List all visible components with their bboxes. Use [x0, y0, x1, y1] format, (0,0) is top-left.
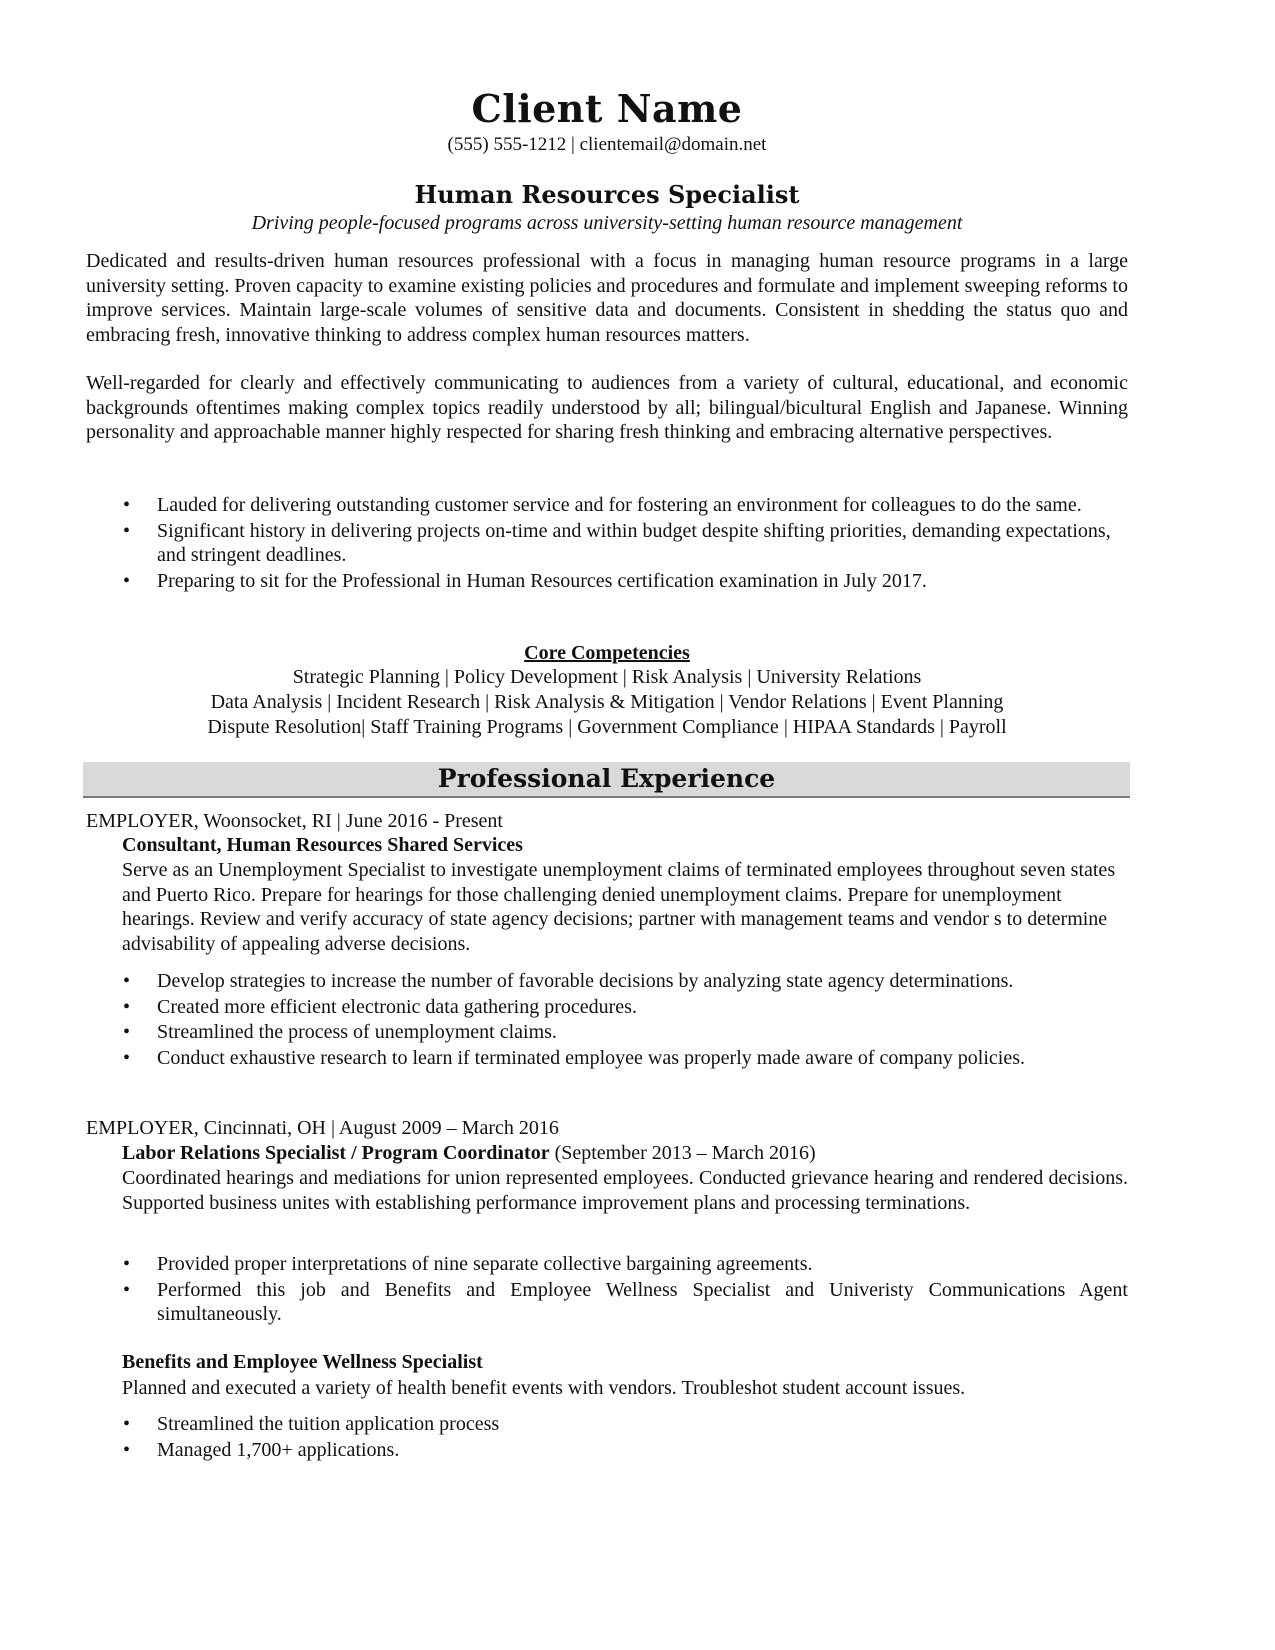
- tagline: Driving people-focused programs across university-setting human resource management: [251, 212, 963, 234]
- bullet-text: Significant history in delivering projects on-time and within budget despite shifting priorities, demanding expectations, and stringent deadlines.: [157, 519, 1111, 566]
- bullet-text: Performed this job and Benefits and Employee Wellness Specialist and Univeristy Communications Agent simultaneously.: [157, 1278, 1128, 1325]
- role-bullets: [86, 1252, 1128, 1328]
- list-item: [86, 1252, 1128, 1277]
- bullet-icon: •: [123, 1413, 131, 1435]
- list-item: [86, 519, 1128, 568]
- role-bullets: [86, 1412, 1128, 1463]
- role-bullets: [86, 969, 1128, 1071]
- list-item: [86, 1438, 1128, 1463]
- bullet-icon: •: [123, 1438, 131, 1461]
- competency-line: Dispute Resolution| Staff Training Programs | Government Compliance | HIPAA Standards | Payroll: [207, 716, 1007, 738]
- bullet-text: Managed 1,700+ applications.: [157, 1438, 400, 1461]
- competency-line: Strategic Planning | Policy Development | Risk Analysis | University Relations: [292, 666, 922, 688]
- bullet-icon: •: [123, 569, 131, 592]
- list-item: [86, 969, 1128, 994]
- professional-experience-header: [83, 762, 1130, 798]
- bullet-text: Provided proper interpretations of nine separate collective bargaining agreements.: [157, 1253, 813, 1275]
- bullet-text: Streamlined the tuition application process: [157, 1413, 500, 1435]
- bullet-text: Preparing to sit for the Professional in Human Resources certification examination in July 2017.: [157, 569, 927, 592]
- bullet-icon: •: [123, 1046, 131, 1069]
- role-dates: (September 2013 – March 2016): [549, 1142, 816, 1164]
- bullet-text: Develop strategies to increase the number of favorable decisions by analyzing state agency determinations.: [157, 970, 1014, 992]
- role-name: Consultant, Human Resources Shared Services: [122, 834, 523, 856]
- bullet-icon: •: [123, 995, 131, 1018]
- bullet-text: Created more efficient electronic data gathering procedures.: [157, 995, 637, 1018]
- list-item: [86, 1046, 1128, 1071]
- role-description: Serve as an Unemployment Specialist to investigate unemployment claims of terminated employees throughout seven states and Puerto Rico. Prepare for hearings for those challenging denied unemployment claims. Prepare for unemployment hearings. Review and verify accuracy of state agency decisions; partner with management teams and vendor s to determine advisability of appealing adverse decisions.: [122, 859, 1116, 955]
- bullet-text: Conduct exhaustive research to learn if terminated employee was properly made aware of company policies.: [157, 1046, 1025, 1069]
- bullet-icon: •: [123, 519, 131, 542]
- role-name: Benefits and Employee Wellness Specialist: [122, 1351, 483, 1373]
- employer-line: EMPLOYER, Cincinnati, OH | August 2009 – March 2016: [86, 1117, 559, 1139]
- summary-paragraph: Dedicated and results-driven human resources professional with a focus in managing human resource programs in a large university setting. Proven capacity to examine existing policies and procedures and formulate and implement sweeping reforms to improve services. Maintain large-scale volumes of sensitive data and documents. Consistent in shedding the status quo and embracing fresh, innovative thinking to address complex human resources matters.: [86, 250, 1128, 346]
- competency-line: Data Analysis | Incident Research | Risk Analysis & Mitigation | Vendor Relations | Event Planning: [210, 691, 1004, 713]
- role-title: [122, 1351, 483, 1374]
- bullet-icon: •: [123, 1021, 131, 1043]
- list-item: [86, 1020, 1128, 1045]
- list-item: [86, 995, 1128, 1020]
- bullet-icon: •: [123, 970, 131, 992]
- bullet-icon: •: [123, 1278, 131, 1301]
- bullet-text: Streamlined the process of unemployment claims.: [157, 1021, 557, 1043]
- list-item: [86, 1412, 1128, 1437]
- core-competencies-heading: Core Competencies: [524, 642, 690, 664]
- list-item: [86, 493, 1128, 518]
- contact-info: (555) 555-1212 | clientemail@domain.net: [447, 134, 767, 155]
- summary-paragraph: Well-regarded for clearly and effectively communicating to audiences from a variety of cultural, educational, and economic backgrounds oftentimes making complex topics readily understood by all; bilingual/bicultural English and Japanese. Winning personality and approachable manner highly respected for sharing fresh thinking and embracing alternative perspectives.: [86, 372, 1128, 443]
- bullet-icon: •: [123, 1253, 131, 1275]
- summary-bullets: [86, 493, 1128, 594]
- job-title: Human Resources Specialist: [414, 180, 800, 209]
- bullet-icon: •: [123, 494, 131, 516]
- role-title: [122, 1142, 816, 1165]
- list-item: [86, 569, 1128, 594]
- section-title: Professional Experience: [437, 764, 776, 793]
- employer-line: EMPLOYER, Woonsocket, RI | June 2016 - Present: [86, 810, 503, 832]
- role-name: Labor Relations Specialist / Program Coordinator: [122, 1142, 550, 1164]
- list-item: [86, 1278, 1128, 1327]
- role-description: Planned and executed a variety of health benefit events with vendors. Troubleshot student account issues.: [122, 1377, 966, 1399]
- bullet-text: Lauded for delivering outstanding customer service and for fostering an environment for colleagues to do the same.: [157, 494, 1082, 516]
- role-title: [122, 834, 523, 857]
- client-name: Client Name: [471, 86, 743, 131]
- role-description: Coordinated hearings and mediations for union represented employees. Conducted grievance hearing and rendered decisions. Supported business unites with establishing performance improvement plans and processing terminations.: [122, 1167, 1128, 1214]
